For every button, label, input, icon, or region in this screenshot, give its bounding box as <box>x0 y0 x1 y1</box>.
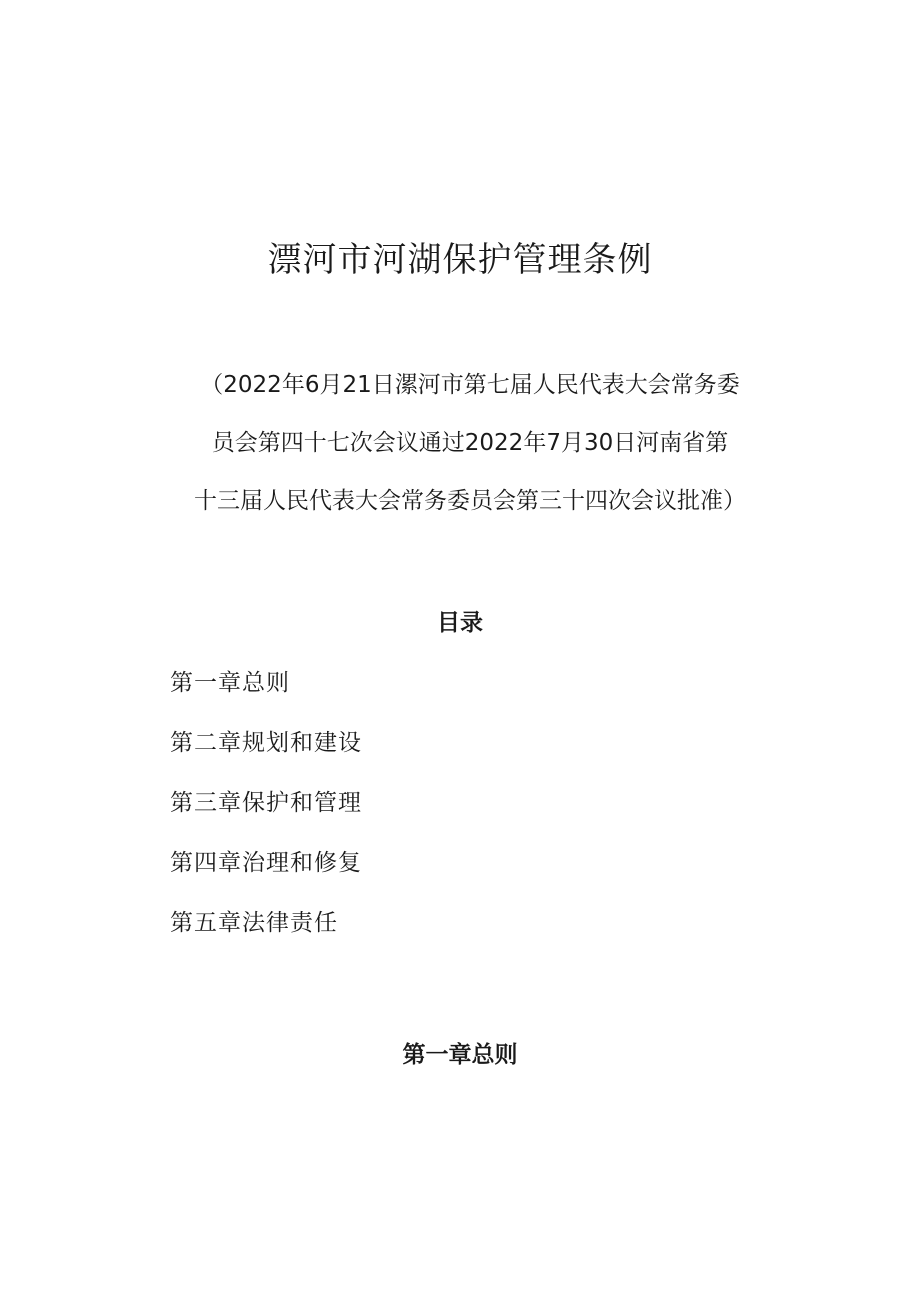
chapter-heading: 第一章总则 <box>402 1042 518 1068</box>
toc-item: 第四章治理和修复 <box>170 850 362 876</box>
toc-heading: 目录 <box>437 610 483 636</box>
adoption-note-line: 十三届人民代表大会常务委员会第三十四次会议批准） <box>194 488 746 514</box>
adoption-note <box>180 356 760 530</box>
adoption-note-line: （2022年6月21日漯河市第七届人民代表大会常务委 <box>200 372 740 398</box>
document-title: 漂河市河湖保护管理条例 <box>267 240 653 280</box>
toc-item: 第一章总则 <box>170 670 290 696</box>
toc-item: 第二章规划和建设 <box>170 730 362 756</box>
adoption-note-line: 员会第四十七次会议通过2022年7月30日河南省第 <box>211 430 729 456</box>
toc-item: 第三章保护和管理 <box>170 790 362 816</box>
table-of-contents <box>170 666 362 966</box>
toc-item: 第五章法律责任 <box>170 910 338 936</box>
